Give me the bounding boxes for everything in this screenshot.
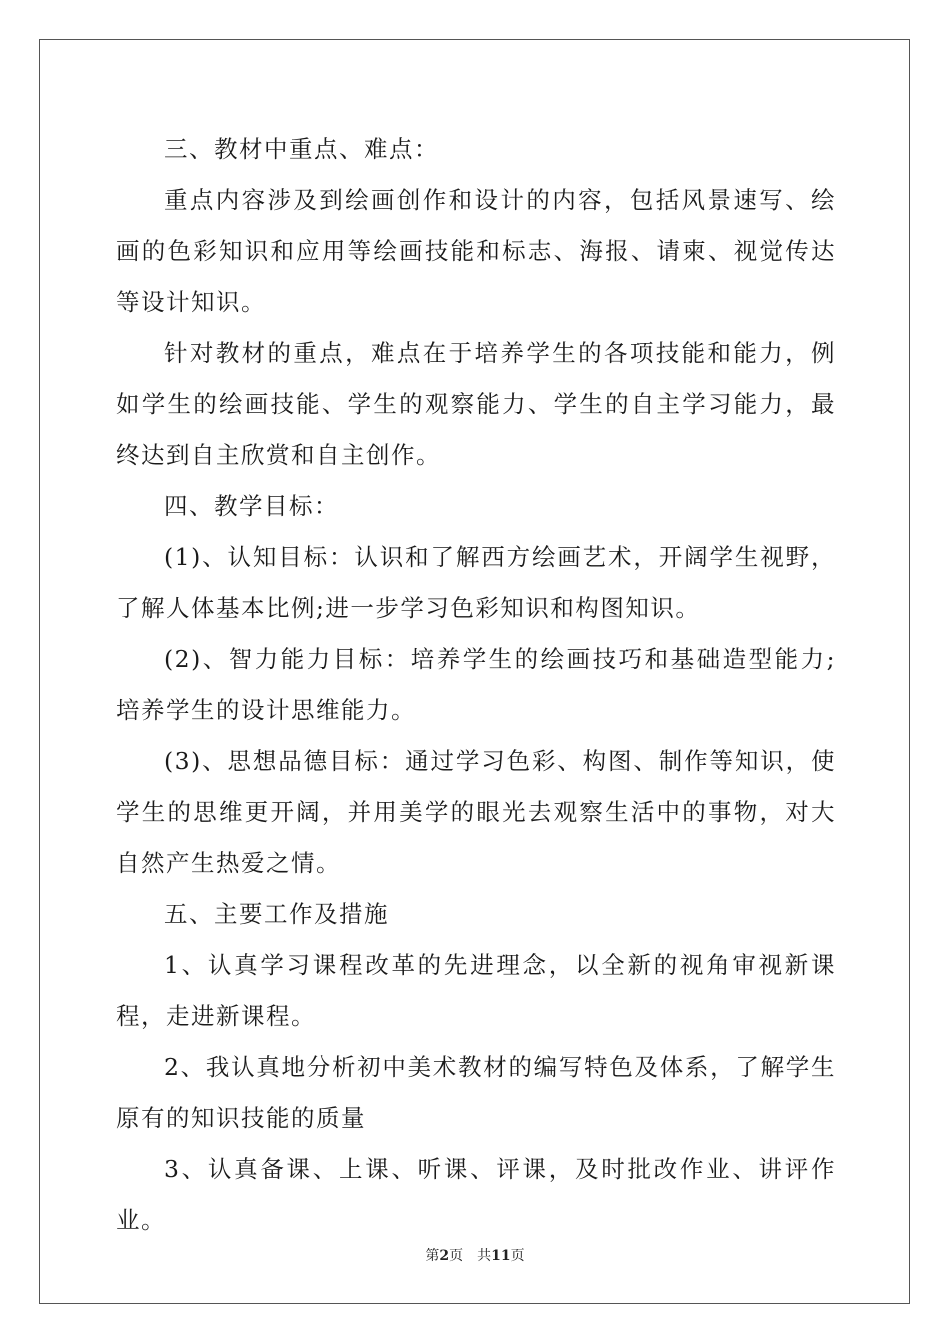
page-suffix: 页 xyxy=(449,1248,464,1264)
goal-moral: (3)、思想品德目标：通过学习色彩、构图、制作等知识，使学生的思维更开阔，并用美学的眼光去观察生活中的事物，对大自然产生热爱之情。 xyxy=(116,747,836,877)
heading-main-work: 五、主要工作及措施 xyxy=(164,900,389,928)
page-prefix: 第 xyxy=(425,1248,440,1264)
measure-2: 2、我认真地分析初中美术教材的编写特色及体系，了解学生原有的知识技能的质量 xyxy=(116,1053,836,1132)
paragraph-key-content: 重点内容涉及到绘画创作和设计的内容，包括风景速写、绘画的色彩知识和应用等绘画技能和标志、海报、请柬、视觉传达等设计知识。 xyxy=(116,186,836,316)
goal-intellectual: (2)、智力能力目标：培养学生的绘画技巧和基础造型能力;培养学生的设计思维能力。 xyxy=(116,645,836,724)
goal-cognitive: (1)、认知目标：认识和了解西方绘画艺术，开阔学生视野，了解人体基本比例;进一步学习色彩知识和构图知识。 xyxy=(116,543,836,622)
measure-1: 1、认真学习课程改革的先进理念，以全新的视角审视新课程，走进新课程。 xyxy=(116,951,836,1030)
measure-3: 3、认真备课、上课、听课、评课，及时批改作业、讲评作业。 xyxy=(116,1155,836,1234)
document-body xyxy=(116,124,836,1246)
total-suffix: 页 xyxy=(510,1248,525,1264)
heading-teaching-goals: 四、教学目标： xyxy=(164,492,339,520)
page-number: 2 xyxy=(439,1248,450,1264)
total-prefix: 共 xyxy=(477,1248,492,1264)
page-footer xyxy=(0,1246,950,1266)
total-pages: 11 xyxy=(491,1248,511,1264)
heading-key-points: 三、教材中重点、难点： xyxy=(164,135,439,163)
paragraph-difficulties: 针对教材的重点，难点在于培养学生的各项技能和能力，例如学生的绘画技能、学生的观察能力、学生的自主学习能力，最终达到自主欣赏和自主创作。 xyxy=(116,339,836,469)
